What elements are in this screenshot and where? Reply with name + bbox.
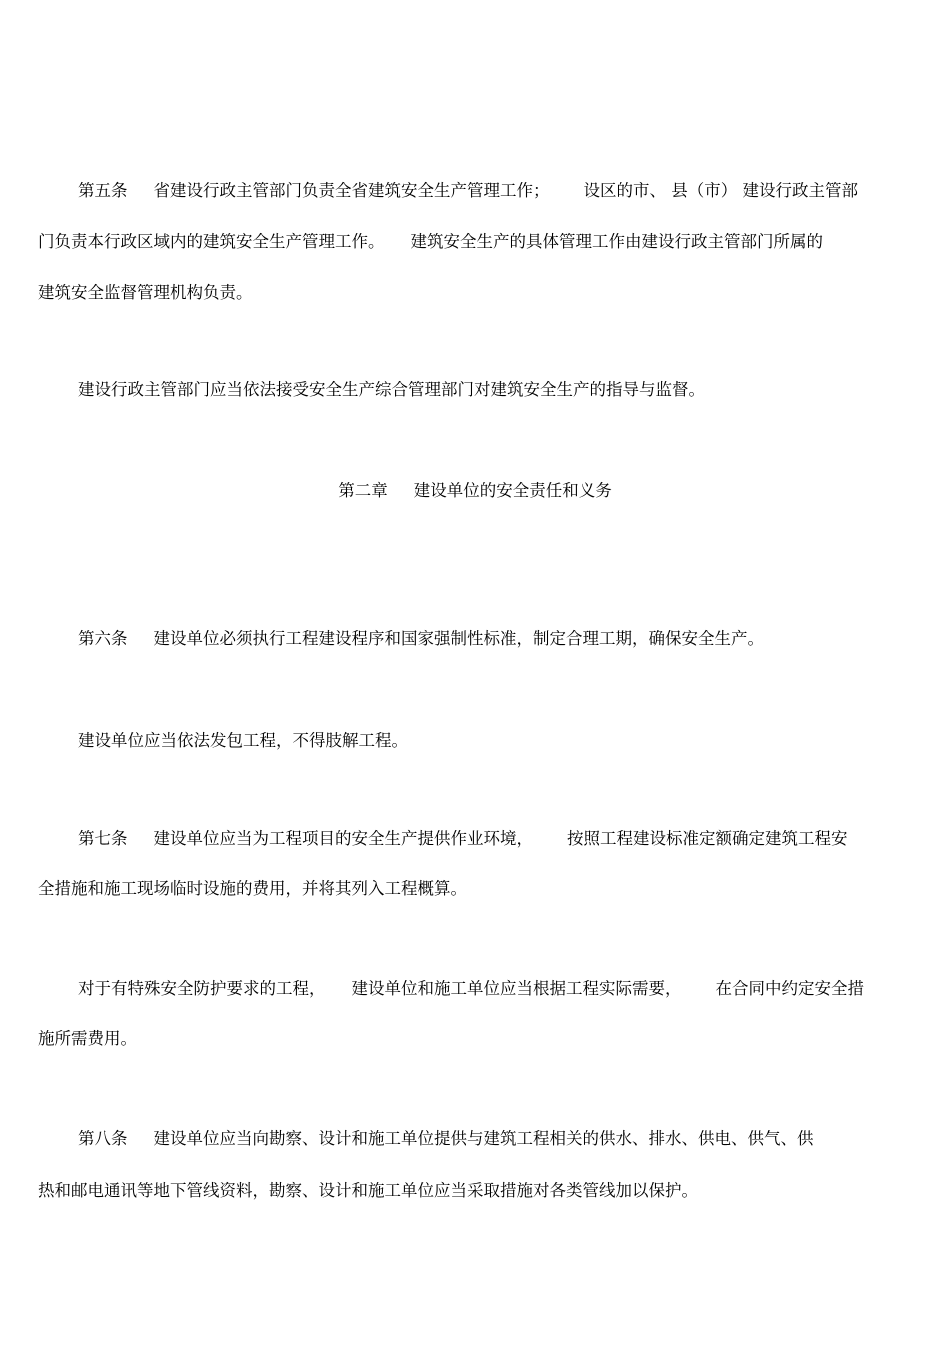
article-6-line-1 [78,629,764,649]
article-6-text-1: 建设单位必须执行工程建设程序和国家强制性标准，制定合理工期，确保安全生产。 [153,629,764,648]
article-5-paragraph-2: 建设行政主管部门应当依法接受安全生产综合管理部门对建筑安全生产的指导与监督。 [78,380,705,399]
article-5-text-2b: 建筑安全生产的具体管理工作由建设行政主管部门所属的 [410,232,823,251]
article-5-line-2 [38,232,823,252]
article-7-para2-text-b: 建设单位和施工单位应当根据工程实际需要， [351,979,682,998]
article-5-line-3: 建筑安全监督管理机构负责。 [38,283,253,302]
chapter-number: 第二章 [338,481,388,500]
article-7-para2-text-c: 在合同中约定安全措 [715,979,864,998]
article-7-paragraph-2-line-2: 施所需费用。 [38,1029,137,1048]
article-7-text-1a: 建设单位应当为工程项目的安全生产提供作业环境， [153,829,533,848]
article-5-text-1a: 省建设行政主管部门负责全省建筑安全生产管理工作； [153,181,550,200]
article-5-line-1 [78,181,858,201]
chapter-title: 建设单位的安全责任和义务 [413,481,612,500]
article-6-paragraph-2: 建设单位应当依法发包工程，不得肢解工程。 [78,731,408,750]
article-5-text-2a: 门负责本行政区域内的建筑安全生产管理工作。 [38,232,385,251]
article-7-para2-text-a: 对于有特殊安全防护要求的工程， [78,979,326,998]
article-8-line-2: 热和邮电通讯等地下管线资料，勘察、设计和施工单位应当采取措施对各类管线加以保护。 [38,1181,698,1200]
article-6-label: 第六条 [78,629,128,648]
article-8-text-1: 建设单位应当向勘察、设计和施工单位提供与建筑工程相关的供水、排水、供电、供气、供 [153,1129,814,1148]
article-7-label: 第七条 [78,829,128,848]
article-7-text-1b: 按照工程建设标准定额确定建筑工程安 [567,829,848,848]
article-7-line-2: 全措施和施工现场临时设施的费用，并将其列入工程概算。 [38,879,467,898]
article-7-paragraph-2-line-1 [78,979,864,999]
article-8-label: 第八条 [78,1129,128,1148]
article-5-text-1b: 设区的市、 县（市） 建设行政主管部 [583,181,858,200]
article-5-label: 第五条 [78,181,128,200]
article-8-line-1 [78,1129,814,1149]
article-7-line-1 [78,829,848,849]
chapter-heading [0,481,950,501]
